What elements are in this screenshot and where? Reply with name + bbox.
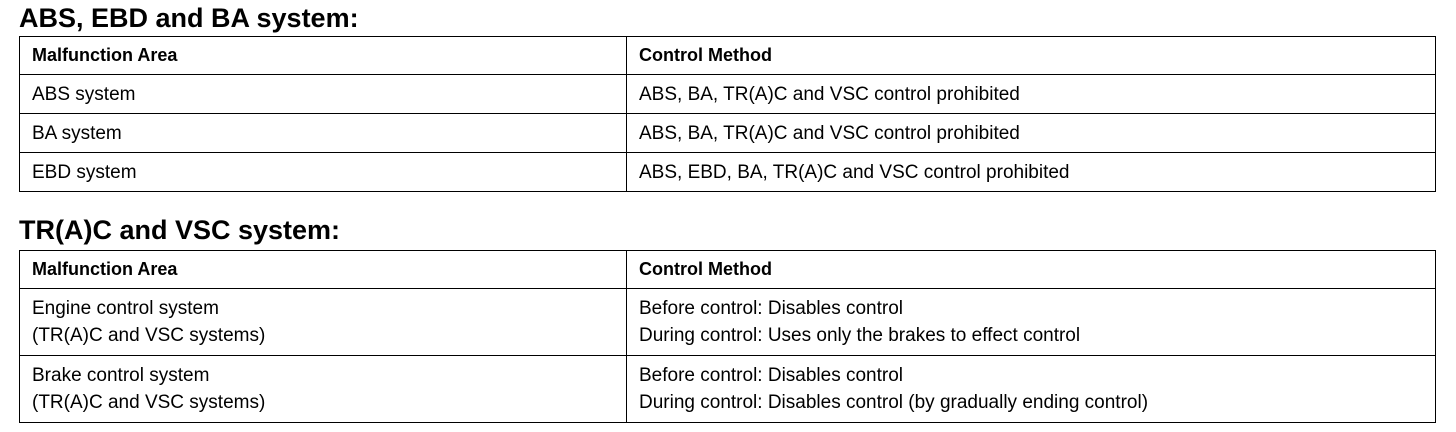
malfunction-area-cell	[20, 289, 627, 356]
cell-text: ABS, BA, TR(A)C and VSC control prohibited	[639, 122, 1020, 144]
table-row	[20, 114, 1436, 153]
control-method-cell	[627, 114, 1436, 153]
abs-ebd-ba-table	[19, 36, 1436, 192]
cell-text: ABS, BA, TR(A)C and VSC control prohibited	[639, 83, 1020, 105]
column-header-malfunction-area: Malfunction Area	[20, 251, 627, 289]
cell-text: Brake control system	[32, 365, 210, 386]
table-header-row	[20, 251, 1436, 289]
malfunction-area-cell	[20, 153, 627, 192]
malfunction-area-cell	[20, 356, 627, 423]
cell-text: Engine control system	[32, 298, 219, 319]
control-method-cell	[627, 289, 1436, 356]
cell-text: (TR(A)C and VSC systems)	[32, 325, 266, 346]
cell-text: Before control: Disables control	[639, 298, 904, 319]
column-header-control-method: Control Method	[627, 37, 1436, 75]
cell-text: Before control: Disables control	[639, 365, 904, 386]
table-row	[20, 289, 1436, 356]
malfunction-area-cell	[20, 114, 627, 153]
cell-text: During control: Uses only the brakes to effect control	[639, 325, 1081, 346]
cell-text: EBD system	[32, 161, 137, 183]
section-title-abs-ebd-ba: ABS, EBD and BA system:	[19, 3, 359, 33]
cell-text: During control: Disables control (by gradually ending control)	[639, 392, 1149, 413]
trac-vsc-table	[19, 250, 1436, 423]
malfunction-area-cell	[20, 75, 627, 114]
table-header-row	[20, 37, 1436, 75]
column-header-control-method: Control Method	[627, 251, 1436, 289]
column-header-malfunction-area: Malfunction Area	[20, 37, 627, 75]
cell-text: ABS system	[32, 83, 136, 105]
control-method-cell	[627, 75, 1436, 114]
table-row	[20, 153, 1436, 192]
control-method-cell	[627, 356, 1436, 423]
section-title-trac-vsc: TR(A)C and VSC system:	[19, 215, 341, 245]
table-row	[20, 356, 1436, 423]
control-method-cell	[627, 153, 1436, 192]
cell-text: (TR(A)C and VSC systems)	[32, 392, 266, 413]
cell-text: BA system	[32, 122, 122, 144]
table-row	[20, 75, 1436, 114]
cell-text: ABS, EBD, BA, TR(A)C and VSC control prohibited	[639, 161, 1070, 183]
